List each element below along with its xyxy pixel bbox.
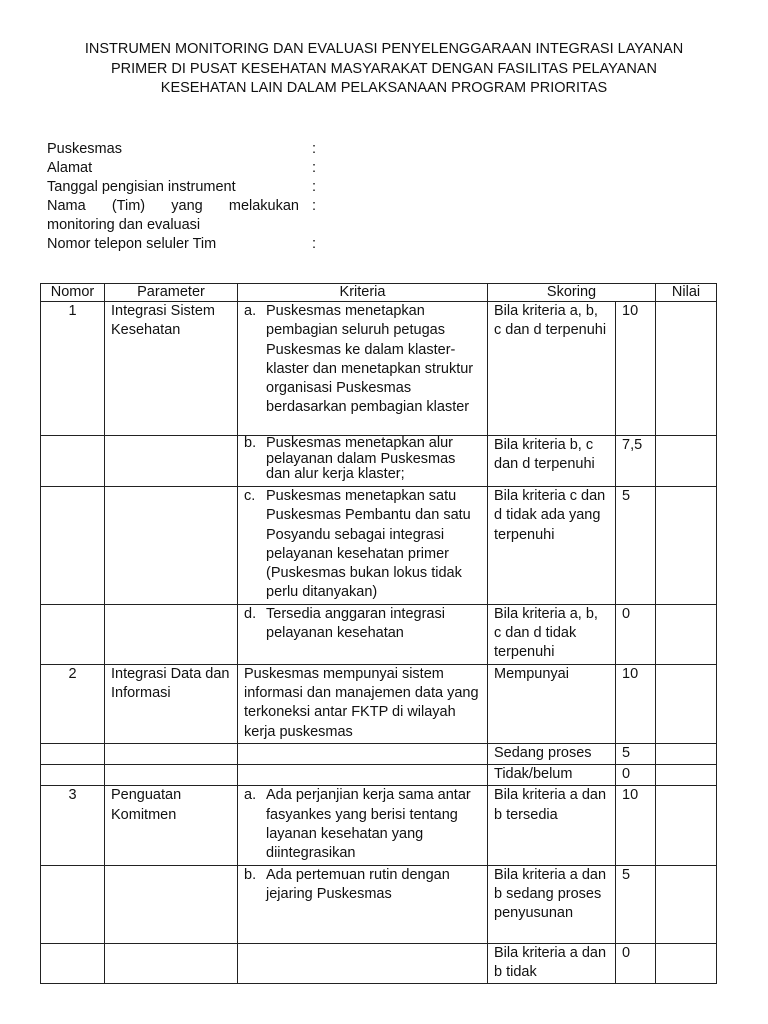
info-label: Nama (Tim) yang melakukan monitoring dan evaluasi (47, 198, 299, 233)
info-row-alamat (47, 159, 337, 178)
document-title (40, 40, 728, 99)
cell-parameter (105, 865, 238, 943)
info-row-tanggal (47, 178, 337, 197)
criteria-text: Ada pertemuan rutin dengan jejaring Puskesmas (266, 866, 450, 902)
info-label: Alamat (47, 160, 93, 176)
cell-parameter (105, 943, 238, 984)
criteria-letter: c. (244, 488, 256, 504)
cell-skoring-value: 0 (616, 604, 656, 664)
cell-skoring-value: 5 (616, 743, 656, 764)
cell-kriteria (238, 302, 488, 436)
cell-nilai[interactable] (656, 487, 717, 605)
cell-nomor (41, 743, 105, 764)
table-row (41, 436, 717, 487)
cell-kriteria (238, 487, 488, 605)
cell-nilai[interactable] (656, 604, 717, 664)
cell-skoring-value: 10 (616, 786, 656, 865)
cell-skoring-text: Sedang proses (488, 743, 616, 764)
cell-skoring-text: Mempunyai (488, 664, 616, 743)
cell-nomor (41, 943, 105, 984)
cell-skoring-text: Bila kriteria a, b, c dan d terpenuhi (488, 302, 616, 436)
criteria-letter: d. (244, 605, 257, 622)
table-row (41, 664, 717, 743)
cell-nomor (41, 487, 105, 605)
cell-skoring-value: 7,5 (616, 436, 656, 487)
cell-parameter: Integrasi Data dan Informasi (105, 664, 238, 743)
info-row-puskesmas (47, 140, 337, 159)
criteria-text: Puskesmas menetapkan alur pelayanan dalam Puskesmas dan alur kerja klaster; (266, 435, 456, 482)
cell-kriteria (238, 865, 488, 943)
header-kriteria: Kriteria (238, 284, 488, 302)
cell-nilai[interactable] (656, 436, 717, 487)
criteria-letter: b. (244, 866, 257, 883)
table-header-row (41, 284, 717, 302)
cell-nilai[interactable] (656, 664, 717, 743)
table-row (41, 302, 717, 436)
criteria-text: Puskesmas menetapkan pembagian seluruh petugas Puskesmas ke dalam klaster-klaster dan menetapkan struktur organisasi Puskesmas berdasarkan pembagian klaster (266, 303, 474, 416)
info-colon: : (312, 179, 317, 195)
cell-skoring-value: 5 (616, 487, 656, 605)
title-line-1: INSTRUMEN MONITORING DAN EVALUASI PENYELENGGARAAN INTEGRASI LAYANAN (84, 41, 684, 57)
cell-nomor (41, 865, 105, 943)
cell-parameter (105, 743, 238, 764)
header-nilai: Nilai (656, 284, 717, 302)
cell-skoring-text: Tidak/belum (488, 765, 616, 786)
cell-parameter (105, 436, 238, 487)
criteria-letter: b. (244, 435, 257, 451)
criteria-letter: a. (244, 787, 257, 804)
info-label: Tanggal pengisian instrument (47, 179, 236, 195)
criteria-letter: a. (244, 303, 257, 319)
criteria-text: Puskesmas menetapkan satu Puskesmas Pembantu dan satu Posyandu sebagai integrasi pelayanan kesehatan primer (Puskesmas bukan lokus tidak perlu ditanyakan) (266, 488, 471, 601)
cell-parameter: Penguatan Komitmen (105, 786, 238, 865)
cell-parameter (105, 604, 238, 664)
title-line-3: KESEHATAN LAIN DALAM PELAKSANAAN PROGRAM PRIORITAS (160, 80, 608, 96)
cell-nomor (41, 765, 105, 786)
monitoring-table (40, 283, 717, 984)
cell-nilai[interactable] (656, 943, 717, 984)
criteria-text: Tersedia anggaran integrasi pelayanan kesehatan (266, 605, 445, 642)
info-row-nama-tim (47, 197, 337, 235)
cell-skoring-value: 0 (616, 943, 656, 984)
header-parameter: Parameter (105, 284, 238, 302)
cell-kriteria (238, 604, 488, 664)
cell-skoring-text: Bila kriteria b, c dan d terpenuhi (488, 436, 616, 487)
cell-kriteria (238, 743, 488, 764)
cell-parameter (105, 765, 238, 786)
info-row-telepon (47, 235, 337, 254)
info-label: Puskesmas (47, 141, 122, 157)
cell-skoring-text: Bila kriteria a dan b tersedia (488, 786, 616, 865)
cell-nilai[interactable] (656, 743, 717, 764)
cell-nilai[interactable] (656, 865, 717, 943)
table-row (41, 743, 717, 764)
table-row (41, 604, 717, 664)
cell-nilai[interactable] (656, 302, 717, 436)
cell-kriteria (238, 786, 488, 865)
title-line-2: PRIMER DI PUSAT KESEHATAN MASYARAKAT DENGAN FASILITAS PELAYANAN (110, 60, 658, 77)
cell-skoring-text: Bila kriteria a dan b sedang proses penyusunan (488, 865, 616, 943)
cell-nomor: 1 (41, 302, 105, 436)
info-colon: : (312, 141, 317, 157)
cell-nomor: 3 (41, 786, 105, 865)
cell-kriteria (238, 943, 488, 984)
cell-nilai[interactable] (656, 786, 717, 865)
cell-nilai[interactable] (656, 765, 717, 786)
cell-skoring-value: 10 (616, 664, 656, 743)
cell-skoring-text: Bila kriteria a, b, c dan d tidak terpenuhi (488, 604, 616, 664)
cell-skoring-value: 5 (616, 865, 656, 943)
table-row (41, 943, 717, 984)
info-colon: : (312, 160, 317, 176)
cell-skoring-value: 0 (616, 765, 656, 786)
criteria-text: Ada perjanjian kerja sama antar fasyankes yang berisi tentang layanan kesehatan yang diintegrasikan (266, 787, 471, 862)
table-row (41, 865, 717, 943)
info-colon: : (312, 236, 317, 252)
cell-parameter (105, 487, 238, 605)
cell-nomor (41, 436, 105, 487)
cell-kriteria (238, 765, 488, 786)
cell-kriteria (238, 436, 488, 487)
cell-nomor: 2 (41, 664, 105, 743)
table-row (41, 786, 717, 865)
cell-skoring-value: 10 (616, 302, 656, 436)
header-nomor: Nomor (41, 284, 105, 302)
cell-parameter: Integrasi Sistem Kesehatan (105, 302, 238, 436)
table-row (41, 765, 717, 786)
header-skoring: Skoring (488, 284, 656, 302)
cell-kriteria: Puskesmas mempunyai sistem informasi dan manajemen data yang terkoneksi antar FKTP di wilayah kerja puskesmas (238, 664, 488, 743)
cell-skoring-text: Bila kriteria a dan b tidak (488, 943, 616, 984)
table-row (41, 487, 717, 605)
cell-skoring-text: Bila kriteria c dan d tidak ada yang terpenuhi (488, 487, 616, 605)
identity-form (47, 140, 337, 254)
info-colon: : (312, 198, 317, 214)
cell-nomor (41, 604, 105, 664)
info-label: Nomor telepon seluler Tim (47, 236, 217, 252)
